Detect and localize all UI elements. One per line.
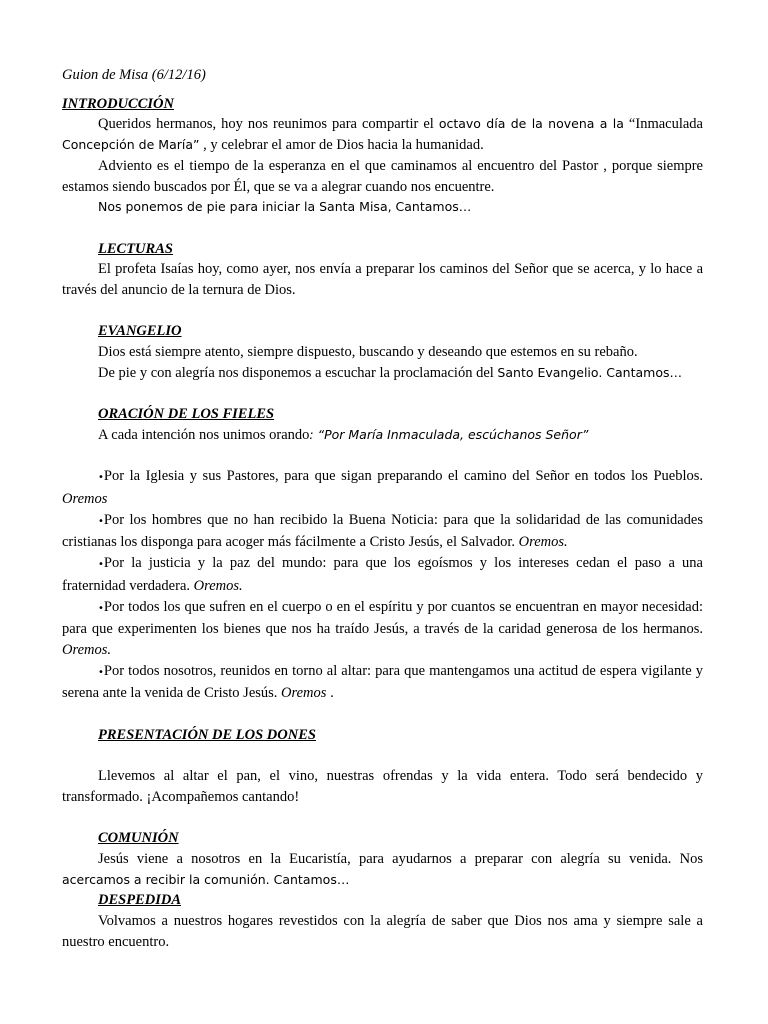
intention-1	[62, 466, 703, 509]
heading-evangelio: EVANGELIO	[98, 323, 182, 340]
heading-despedida: DESPEDIDA	[98, 892, 181, 909]
spacer	[62, 446, 703, 467]
evangelio-text-sans: Santo Evangelio. Cantamos…	[497, 364, 682, 380]
section-despedida	[62, 890, 703, 952]
spacer	[62, 745, 703, 766]
spacer	[62, 384, 703, 405]
heading-dones: PRESENTACIÓN DE LOS DONES	[98, 726, 316, 743]
bullet-icon: •	[98, 559, 104, 571]
comunion-text: Jesús viene a nosotros en la Eucaristía, para ayudarnos a preparar con alegría su venida. Nos	[98, 850, 703, 867]
evangelio-paragraph-1: Dios está siempre atento, siempre dispuesto, buscando y deseando que estemos en su rebaño.	[98, 344, 638, 361]
intro-text-sans: Concepción de María”	[62, 137, 200, 153]
heading-introduccion: INTRODUCCIÓN	[62, 95, 174, 112]
evangelio-paragraph-2	[62, 363, 703, 384]
dones-paragraph: Llevemos al altar el pan, el vino, nuestras ofrendas y la vida entera. Todo será bendecido y transformado. ¡Acompañemos cantando!	[62, 768, 703, 805]
oracion-intro	[62, 425, 703, 446]
bullet-icon: •	[98, 602, 104, 614]
bullet-icon: •	[98, 472, 104, 484]
despedida-paragraph: Volvamos a nuestros hogares revestidos con la alegría de saber que Dios nos ama y siempre sale a nuestro encuentro.	[62, 913, 703, 950]
heading-oracion: ORACIÓN DE LOS FIELES	[98, 406, 275, 423]
evangelio-text: De pie y con alegría nos disponemos a escuchar la proclamación del	[98, 364, 498, 381]
intro-text: , y celebrar el amor de Dios hacia la humanidad.	[199, 137, 484, 154]
intention-response: Oremos	[62, 491, 108, 507]
intention-response: Oremos.	[518, 534, 568, 551]
heading-lecturas: LECTURAS	[98, 240, 173, 257]
oracion-response: : “Por María Inmaculada, escúchanos Señor”	[309, 426, 589, 442]
spacer	[62, 808, 703, 829]
intention-response: Oremos	[281, 685, 327, 702]
intention-4	[62, 597, 703, 661]
intro-text: “Inmaculada	[623, 116, 703, 133]
intention-response: Oremos.	[62, 641, 112, 658]
section-oracion	[62, 404, 703, 704]
bullet-icon: •	[98, 666, 104, 678]
oracion-intro-text: A cada intención nos unimos orando	[98, 426, 310, 443]
section-introduccion	[62, 94, 703, 218]
intro-text-sans: octavo día de la novena a la	[438, 116, 624, 132]
intention-text: Por los hombres que no han recibido la Buena Noticia: para que la solidaridad de las comunidades cristianas los disponga para acoger más fácilmente a Cristo Jesús, el Salvador.	[62, 511, 703, 551]
intention-2	[62, 510, 703, 553]
intro-paragraph-2: Adviento es el tiempo de la esperanza en el que caminamos al encuentro del Pastor , porque siempre estamos siendo buscados por Él, que se va a alegrar cuando nos encuentre.	[62, 157, 703, 195]
intention-text: Por la Iglesia y sus Pastores, para que sigan preparando el camino del Señor en todos los Pueblos.	[103, 468, 703, 485]
section-dones	[62, 725, 703, 808]
intention-response: Oremos.	[193, 577, 243, 594]
intention-text: Por todos nosotros, reunidos en torno al altar: para que mantengamos una actitud de espera vigilante y serena ante la venida de Cristo Jesús.	[62, 662, 703, 702]
intention-5	[62, 661, 703, 704]
bullet-icon: •	[98, 515, 104, 527]
intention-3	[62, 553, 703, 596]
comunion-text-sans: acercamos a recibir la comunión. Cantamos…	[62, 871, 350, 887]
spacer	[62, 301, 703, 322]
intro-paragraph-1	[62, 114, 703, 155]
intro-text: Queridos hermanos, hoy nos reunimos para compartir el	[98, 116, 439, 133]
lecturas-paragraph: El profeta Isaías hoy, como ayer, nos envía a preparar los caminos del Señor que se acerca, y lo hace a través del anuncio de la ternura de Dios.	[62, 261, 703, 299]
document-title: Guion de Misa (6/12/16)	[62, 67, 206, 83]
section-comunion	[62, 828, 703, 890]
section-evangelio	[62, 321, 703, 383]
section-lecturas	[62, 239, 703, 301]
intro-paragraph-3: Nos ponemos de pie para iniciar la Santa Misa, Cantamos…	[98, 199, 472, 215]
intention-tail: .	[326, 685, 334, 702]
intention-text: Por todos los que sufren en el cuerpo o en el espíritu y por cuantos se encuentran en mayor necesidad: para que experimenten los bienes que nos ha traído Jesús, a través de la caridad generosa de los hermanos.	[62, 598, 703, 638]
heading-comunion: COMUNIÓN	[98, 830, 179, 847]
spacer	[62, 218, 703, 239]
comunion-paragraph	[62, 849, 703, 890]
document-body	[62, 65, 703, 952]
spacer	[62, 704, 703, 725]
intention-text: Por la justicia y la paz del mundo: para que los egoísmos y los intereses cedan el paso a una fraternidad verdadera.	[62, 555, 703, 594]
